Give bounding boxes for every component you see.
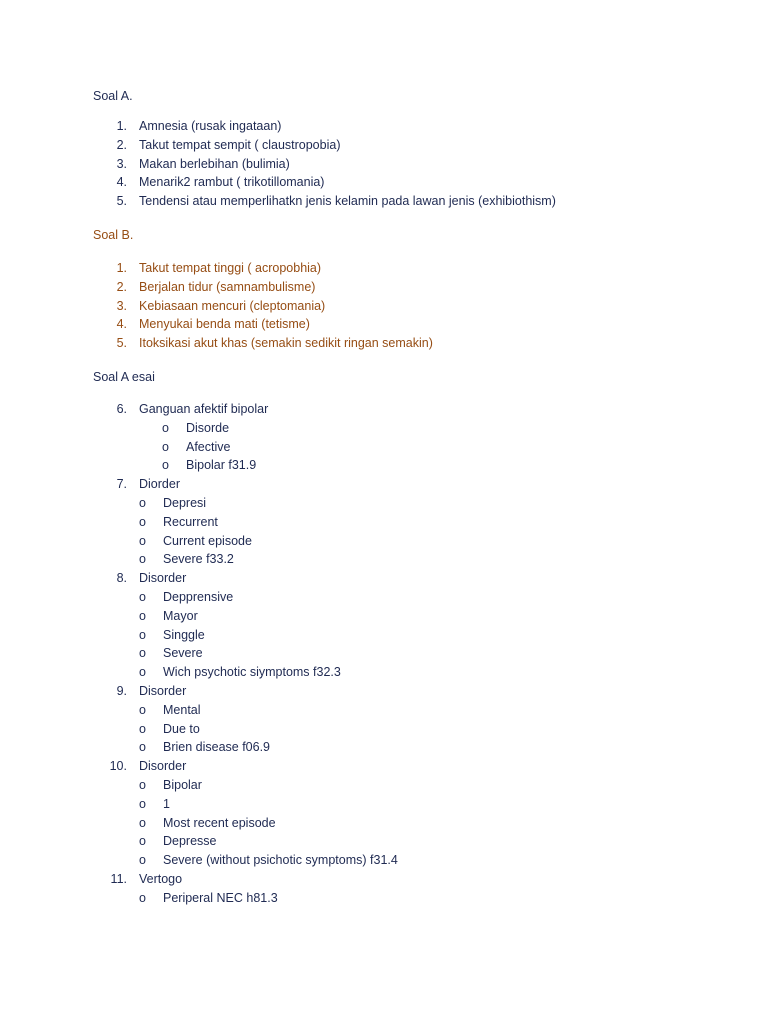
bullet-marker: o	[139, 721, 146, 736]
esai-subitem-text: Severe (without psichotic symptoms) f31.4	[163, 853, 398, 868]
esai-subitem-text: Severe	[163, 646, 203, 661]
section-b-heading: Soal B.	[93, 228, 134, 242]
esai-subitem-text: Severe f33.2	[163, 552, 234, 567]
section-a-item-text: Tendensi atau memperlihatkn jenis kelamin pada lawan jenis (exhibiothism)	[139, 194, 556, 209]
esai-item-number: 6.	[116, 402, 127, 416]
bullet-marker: o	[139, 890, 146, 905]
section-b-item-text: Kebiasaan mencuri (cleptomania)	[139, 298, 326, 313]
section-a-list-item	[0, 173, 768, 192]
esai-item-text: Disorder	[139, 684, 187, 698]
section-a-item-number: 4.	[116, 175, 127, 190]
esai-subitem	[0, 814, 768, 833]
esai-subitem-text: Singgle	[163, 627, 205, 642]
esai-subitem	[0, 776, 768, 795]
esai-subitem	[0, 889, 768, 908]
section-a-heading: Soal A.	[93, 89, 133, 103]
esai-subitem	[0, 663, 768, 682]
esai-subitem-text: Depprensive	[163, 590, 234, 604]
section-b-list-item	[0, 278, 768, 297]
esai-list-item	[0, 400, 768, 419]
esai-subitem	[0, 738, 768, 757]
esai-subitem	[0, 607, 768, 626]
esai-subitem	[0, 494, 768, 513]
section-b-item-number: 4.	[116, 317, 127, 332]
bullet-marker: o	[139, 590, 146, 604]
bullet-marker: o	[139, 646, 146, 661]
section-a-list-item	[0, 117, 768, 136]
bullet-marker: o	[139, 514, 146, 529]
esai-item-text: Diorder	[139, 477, 180, 492]
esai-item-text: Disorder	[139, 571, 187, 586]
section-a-item-number: 5.	[116, 194, 127, 209]
section-b-item-text: Berjalan tidur (samnambulisme)	[139, 279, 316, 294]
esai-subitem-text: 1	[163, 796, 170, 811]
section-a-item-number: 1.	[116, 119, 127, 133]
section-b-item-number: 5.	[116, 336, 127, 351]
section-b-item-text: Menyukai benda mati (tetisme)	[139, 317, 310, 332]
bullet-marker: o	[139, 608, 146, 623]
bullet-marker: o	[139, 702, 146, 717]
bullet-marker: o	[162, 439, 169, 454]
esai-item-text: Vertogo	[139, 872, 183, 886]
bullet-marker: o	[139, 815, 146, 830]
section-a-list-item	[0, 192, 768, 211]
section-b-list-item	[0, 297, 768, 316]
esai-subitem	[0, 588, 768, 607]
esai-subitem-text: Current episode	[163, 533, 252, 548]
bullet-marker: o	[139, 796, 146, 811]
bullet-marker: o	[139, 853, 146, 868]
bullet-marker: o	[139, 552, 146, 567]
esai-subitem-text: Most recent episode	[163, 815, 276, 830]
esai-item-number: 10.	[109, 759, 127, 774]
bullet-marker: o	[139, 778, 146, 792]
esai-subitem	[0, 419, 768, 438]
bullet-marker: o	[139, 533, 146, 548]
esai-subitem	[0, 720, 768, 739]
section-a-item-text: Takut tempat sempit ( claustropobia)	[139, 137, 341, 152]
esai-item-number: 11.	[110, 872, 127, 886]
esai-item-number: 7.	[116, 477, 127, 492]
esai-subitem-text: Depresi	[163, 496, 207, 510]
bullet-marker: o	[139, 665, 146, 680]
section-b-item-text: Itoksikasi akut khas (semakin sedikit ringan semakin)	[139, 336, 433, 351]
section-b-item-number: 3.	[116, 298, 127, 313]
esai-subitem-text: Periperal NEC h81.3	[163, 890, 278, 905]
esai-subitem-text: Disorde	[186, 420, 230, 435]
bullet-marker: o	[139, 740, 146, 755]
esai-list-item	[0, 870, 768, 889]
esai-subitem	[0, 532, 768, 551]
esai-subitem-text: Brien disease f06.9	[163, 740, 271, 755]
bullet-marker: o	[139, 496, 146, 510]
esai-subitem	[0, 438, 768, 457]
section-a-item-number: 2.	[116, 137, 127, 152]
esai-subitem	[0, 832, 768, 851]
section-b-item-text: Takut tempat tinggi ( acropobhia)	[139, 261, 322, 275]
esai-item-number: 8.	[116, 571, 127, 586]
esai-subitem	[0, 550, 768, 569]
section-b-list-item	[0, 315, 768, 334]
esai-subitem-text: Bipolar	[163, 778, 202, 792]
section-b-list-item	[0, 259, 768, 278]
bullet-marker: o	[162, 420, 169, 435]
esai-subitem-text: Wich psychotic siymptoms f32.3	[163, 665, 341, 680]
esai-list-item	[0, 757, 768, 776]
section-b-list-item	[0, 334, 768, 353]
esai-item-text: Disorder	[139, 759, 187, 774]
section-esai-heading: Soal A esai	[93, 370, 155, 384]
esai-subitem	[0, 644, 768, 663]
esai-list-item	[0, 475, 768, 494]
section-a-list-item	[0, 136, 768, 155]
esai-subitem-text: Bipolar f31.9	[186, 458, 257, 473]
esai-subitem	[0, 456, 768, 475]
esai-list-item	[0, 569, 768, 588]
bullet-marker: o	[162, 458, 169, 473]
section-a-item-text: Menarik2 rambut ( trikotillomania)	[139, 175, 325, 190]
esai-subitem-text: Depresse	[163, 834, 217, 849]
esai-item-number: 9.	[116, 684, 127, 698]
bullet-marker: o	[139, 834, 146, 849]
esai-subitem	[0, 626, 768, 645]
esai-subitem-text: Due to	[163, 721, 200, 736]
section-a-item-number: 3.	[116, 156, 127, 171]
esai-subitem	[0, 795, 768, 814]
esai-subitem	[0, 513, 768, 532]
esai-list-item	[0, 682, 768, 701]
section-a-item-text: Makan berlebihan (bulimia)	[139, 156, 290, 171]
esai-subitem-text: Mayor	[163, 608, 198, 623]
bullet-marker: o	[139, 627, 146, 642]
section-a-item-text: Amnesia (rusak ingataan)	[139, 119, 282, 133]
esai-subitem	[0, 701, 768, 720]
section-b-item-number: 1.	[116, 261, 127, 275]
esai-subitem-text: Recurrent	[163, 514, 218, 529]
section-a-list-item	[0, 155, 768, 174]
esai-item-text: Ganguan afektif bipolar	[139, 402, 269, 416]
esai-subitem	[0, 851, 768, 870]
esai-subitem-text: Afective	[186, 439, 231, 454]
section-b-item-number: 2.	[116, 279, 127, 294]
esai-subitem-text: Mental	[163, 702, 201, 717]
